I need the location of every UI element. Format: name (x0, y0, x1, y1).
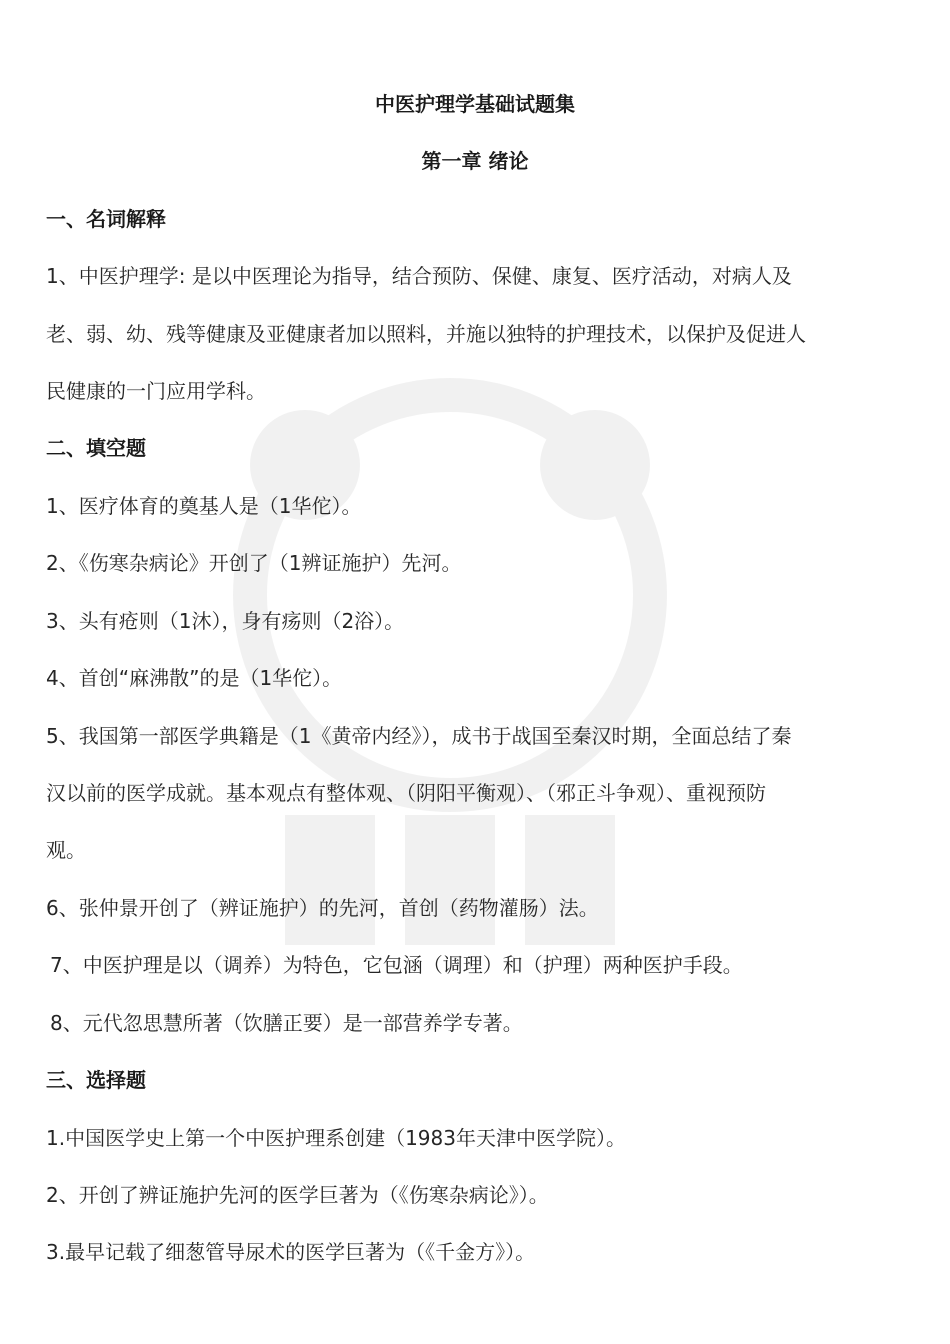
section-heading-fill-blank: 二、填空题 (46, 436, 146, 460)
section-heading-definitions: 一、名词解释 (46, 207, 166, 231)
section-heading-multiple-choice: 三、选择题 (46, 1068, 146, 1092)
choice-line: 1.中国医学史上第一个中医护理系创建（1983年天津中医学院）。 (46, 1126, 626, 1150)
definition-line: 民健康的一门应用学科。 (46, 379, 266, 403)
fill-blank-line: 6、张仲景开创了（辨证施护）的先河，首创（药物灌肠）法。 (46, 896, 599, 920)
fill-blank-line: 1、医疗体育的奠基人是（1华佗）。 (46, 494, 362, 518)
fill-blank-line: 汉以前的医学成就。基本观点有整体观、（阴阳平衡观）、（邪正斗争观）、重视预防 (46, 781, 766, 805)
fill-blank-line: 3、头有疮则（1沐），身有疡则（2浴）。 (46, 609, 405, 633)
choice-line: 2、开创了辨证施护先河的医学巨著为（《伤寒杂病论》）。 (46, 1183, 549, 1207)
fill-blank-line: 4、首创“麻沸散”的是（1华佗）。 (46, 666, 343, 690)
fill-blank-line: 2、《伤寒杂病论》开创了（1辨证施护）先河。 (46, 551, 462, 575)
document-title: 中医护理学基础试题集 (375, 92, 575, 116)
definition-line: 老、弱、幼、残等健康及亚健康者加以照料，并施以独特的护理技术，以保护及促进人 (46, 322, 806, 346)
fill-blank-line: 7、中医护理是以（调养）为特色，它包涵（调理）和（护理）两种医护手段。 (50, 953, 743, 977)
choice-line: 3.最早记载了细葱管导尿术的医学巨著为（《千金方》）。 (46, 1240, 536, 1264)
chapter-title: 第一章 绪论 (421, 149, 529, 173)
definition-line: 1、中医护理学: 是以中医理论为指导，结合预防、保健、康复、医疗活动，对病人及 (46, 264, 792, 288)
fill-blank-line: 观。 (46, 838, 86, 862)
fill-blank-line: 5、我国第一部医学典籍是（1《黄帝内经》），成书于战国至秦汉时期，全面总结了秦 (46, 724, 792, 748)
fill-blank-line: 8、元代忽思慧所著（饮膳正要）是一部营养学专著。 (50, 1011, 523, 1035)
